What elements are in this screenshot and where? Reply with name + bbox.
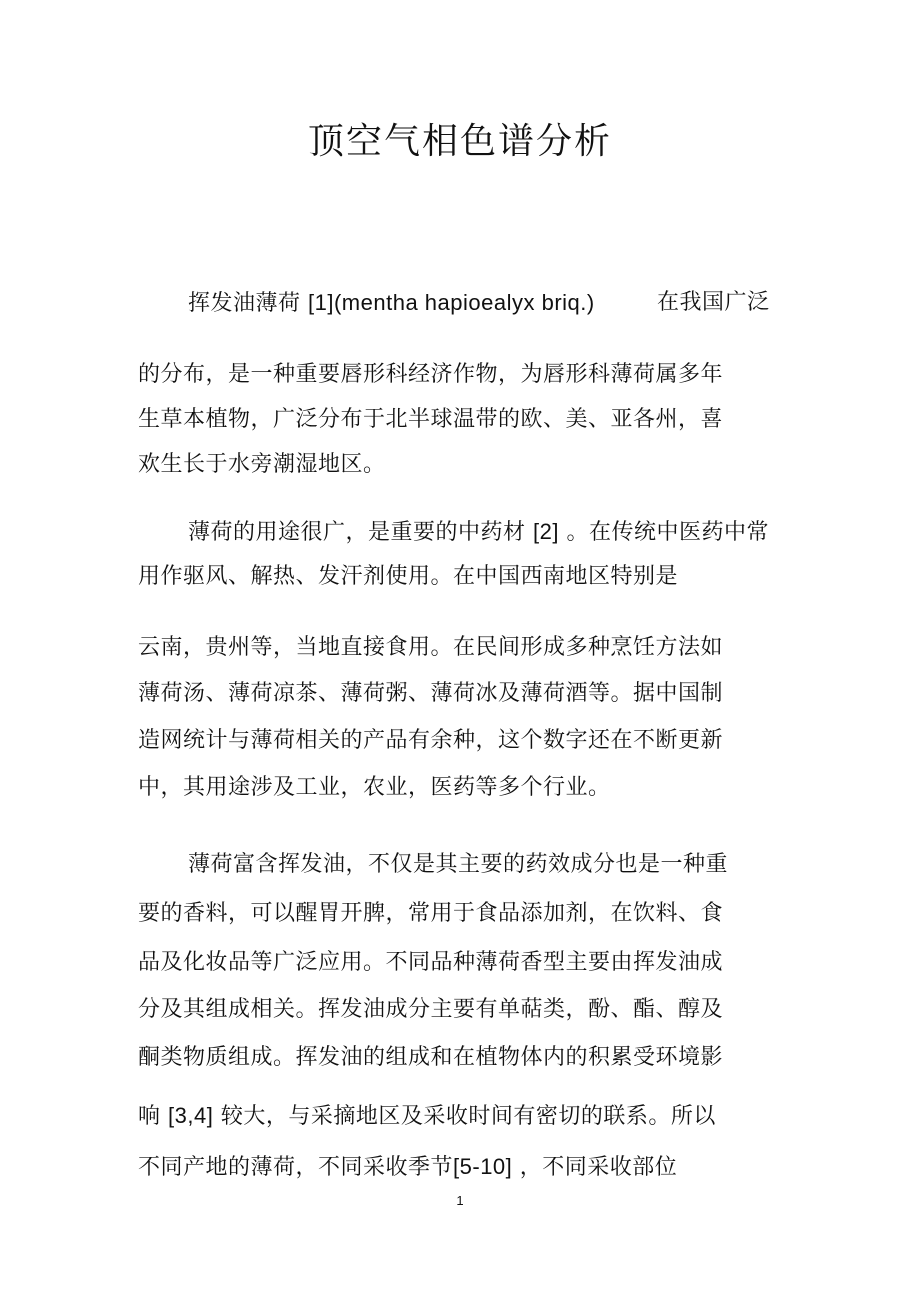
paragraph-1-line-1 bbox=[188, 288, 595, 319]
citation-2: [2] bbox=[533, 519, 559, 544]
document-title: 顶空气相色谱分析 bbox=[307, 121, 612, 162]
citation-1: [1](mentha hapioealyx briq.) bbox=[308, 290, 595, 315]
paragraph-3-line-7 bbox=[138, 1152, 677, 1183]
paragraph-3-text-tail: ，不同采收部位 bbox=[519, 1155, 678, 1180]
paragraph-3-line-4: 分及其组成相关。挥发油成分主要有单萜类，酚、酯、醇及 bbox=[138, 997, 724, 1022]
paragraph-1-line-1-end: 在我国广泛 bbox=[657, 290, 770, 315]
paragraph-3-line-1: 薄荷富含挥发油，不仅是其主要的药效成分也是一种重 bbox=[188, 852, 729, 877]
paragraph-2-line-5: 造网统计与薄荷相关的产品有余种，这个数字还在不断更新 bbox=[138, 728, 724, 753]
paragraph-3-text-cont: 较大，与采摘地区及采收时间有密切的联系。所以 bbox=[220, 1104, 716, 1129]
paragraph-3-text: 响 bbox=[138, 1104, 161, 1129]
paragraph-2-line-4: 薄荷汤、薄荷凉茶、薄荷粥、薄荷冰及薄荷酒等。据中国制 bbox=[138, 681, 724, 706]
citation-5-10: [5-10] bbox=[453, 1154, 513, 1179]
paragraph-1-line-3: 生草本植物，广泛分布于北半球温带的欧、美、亚各州，喜 bbox=[138, 407, 724, 432]
paragraph-1-text: 挥发油薄荷 bbox=[188, 291, 301, 316]
paragraph-3-line-5: 酮类物质组成。挥发油的组成和在植物体内的积累受环境影 bbox=[138, 1045, 724, 1070]
citation-3-4: [3,4] bbox=[168, 1103, 214, 1128]
paragraph-2-line-6: 中，其用途涉及工业，农业，医药等多个行业。 bbox=[138, 775, 611, 800]
paragraph-1-line-2: 的分布，是一种重要唇形科经济作物，为唇形科薄荷属多年 bbox=[138, 362, 724, 387]
paragraph-2-line-1 bbox=[188, 517, 769, 548]
paragraph-2-text: 薄荷的用途很广，是重要的中药材 bbox=[188, 520, 526, 545]
paragraph-3-line-6 bbox=[138, 1101, 716, 1132]
paragraph-3-text-end: 不同产地的薄荷，不同采收季节 bbox=[138, 1155, 454, 1180]
paragraph-2-line-2: 用作驱风、解热、发汗剂使用。在中国西南地区特别是 bbox=[138, 564, 679, 589]
paragraph-2-line-3: 云南，贵州等，当地直接食用。在民间形成多种烹饪方法如 bbox=[138, 635, 724, 660]
paragraph-3-line-3: 品及化妆品等广泛应用。不同品种薄荷香型主要由挥发油成 bbox=[138, 950, 724, 975]
page-number: 1 bbox=[456, 1193, 464, 1208]
paragraph-3-line-2: 要的香料，可以醒胃开脾，常用于食品添加剂，在饮料、食 bbox=[138, 901, 724, 926]
paragraph-1-line-4: 欢生长于水旁潮湿地区。 bbox=[138, 452, 386, 477]
paragraph-2-text-cont: 。在传统中医药中常 bbox=[566, 520, 769, 545]
